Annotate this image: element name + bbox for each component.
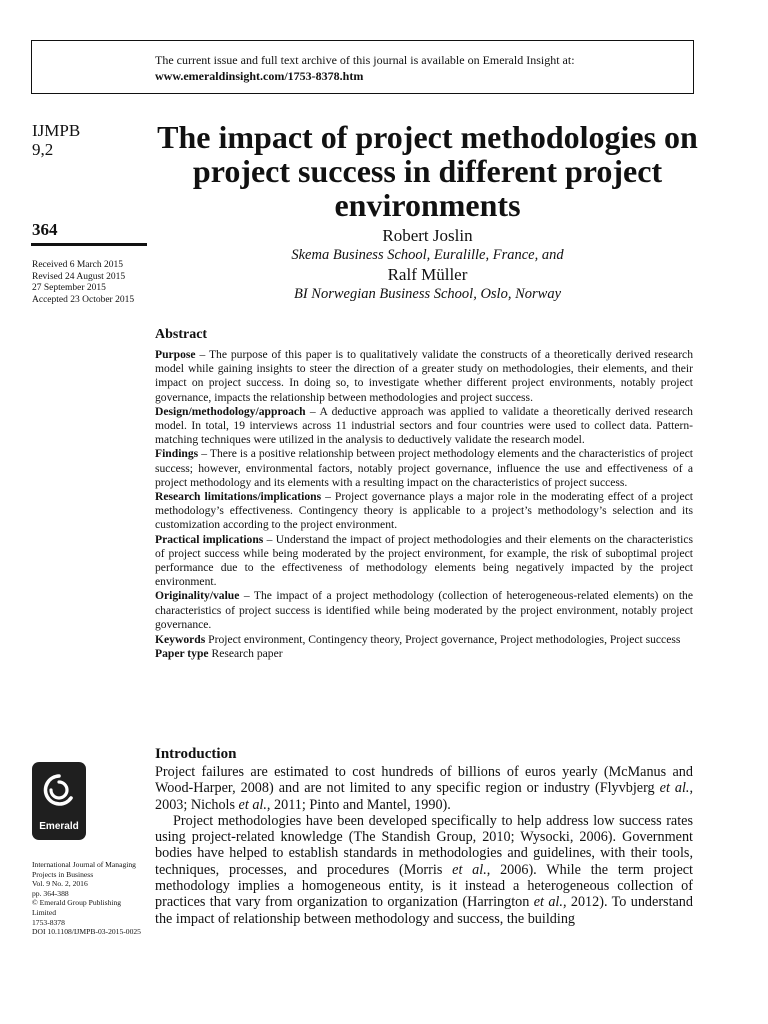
date-revised: Revised 24 August 2015 [32, 271, 126, 282]
emerald-logo [32, 762, 86, 840]
intro-text-italic: et al. [238, 796, 267, 813]
access-info-box [31, 40, 694, 94]
date-revised-2: 27 September 2015 [32, 283, 106, 294]
publication-info [32, 860, 147, 937]
abstract-label: Purpose [155, 348, 196, 361]
abstract-label: Findings [155, 447, 199, 461]
pubinfo-doi[interactable]: DOI 10.1108/IJMPB-03-2015-0025 [32, 927, 141, 937]
abstract-section: Findings – There is a positive relationship between project methodology elements and the characteristics of project success; however, environmental factors, notably project governance, influence the use and effectiveness of a project methodology and its elements with a resulting impact on the characteristics of project success. [155, 447, 693, 489]
pubinfo-volume: Vol. 9 No. 2, 2016 [32, 879, 88, 889]
date-received: Received 6 March 2015 [32, 260, 124, 270]
paper-type-label: Paper type [155, 647, 209, 661]
journal-url-link[interactable]: www.emeraldinsight.com/1753-8378.htm [155, 69, 364, 83]
emerald-e-logo-icon [39, 770, 79, 818]
abstract-text: The impact of a project methodology (collection of heterogeneous-related elements) on the characteristics of project success is identified while being moderated by the project environment, notably project governance. [155, 589, 694, 631]
abstract-section: Practical implications – Understand the impact of project methodologies and their elements on the characteristics of project success while being moderated by the project environment, for example, the risk of suboptimal project performance due to the effectiveness of methodology elements being negatively impacted by the project environment. [155, 532, 693, 589]
abstract-text: A deductive approach was applied to validate a theoretically derived research model. In total, 19 interviews across 11 industrial sectors and four countries were used to collect data. Pattern-matching techniques were utilized in the analysis to deductively validate the research model. [155, 404, 693, 447]
journal-code-block [32, 121, 80, 159]
abstract-section: Design/methodology/approach – A deductive approach was applied to validate a theoretically derived research model. In total, 19 interviews across 11 industrial sectors and four countries were used to collect data. Pattern-matching techniques were utilized in the analysis to deductively validate the research model. [155, 404, 693, 447]
journal-volume: 9,2 [32, 140, 54, 159]
abstract-section: Purpose – The purpose of this paper is to qualitatively validate the constructs of a theoretically derived research model while gaining insights to steer the direction of a greater study on methodologies, their elements, and their impact on project success. In doing so, to investigate whether different project environments, notably project governance, impacts the relationship between methodologies and project success. [155, 348, 693, 404]
intro-text: , 2011; Pinto and Mantel, 1990). [266, 796, 451, 813]
emerald-logo-word: Emerald [39, 821, 79, 832]
intro-paragraph [155, 764, 693, 813]
introduction-heading: Introduction [155, 746, 237, 762]
page-number: 364 [32, 220, 58, 239]
abstract-text: The purpose of this paper is to qualitatively validate the constructs of a theoretically derived research model while gaining insights to steer the direction of a greater study on methodologies, their elements, and their impact on project success. In doing so, to investigate whether different project environments, notably project governance, impacts the relationship between methodologies and project success. [155, 348, 693, 404]
pubinfo-issn: 1753-8378 [32, 917, 65, 927]
abstract-body [155, 348, 693, 661]
abstract-label: Originality/value [155, 589, 240, 603]
author-name: Ralf Müller [387, 265, 468, 284]
intro-text: Project failures are estimated to cost hundreds of billions of euros yearly (McManus and Wood-Harper, 2008) and are not limited to any specific region or industry (Flyvbjerg [155, 764, 693, 797]
pubinfo-journal-name-2: Projects in Business [32, 869, 94, 879]
author-name: Robert Joslin [382, 226, 473, 245]
abstract-label: Research limitations/implications [155, 490, 322, 504]
date-accepted: Accepted 23 October 2015 [32, 294, 135, 305]
abstract-label: Practical implications [155, 532, 264, 546]
author-affiliation: Skema Business School, Euralille, France, and [291, 247, 564, 263]
intro-text-italic: et al. [659, 780, 690, 797]
intro-text: , 2006). While the term project methodology implies a homogeneous entity, is it instead a heterogeneous collection of practices that vary from organization to organization (Harrington [155, 861, 694, 911]
submission-dates [32, 260, 134, 306]
keywords [155, 633, 693, 647]
intro-text: , 2012). To understand the impact of relationship between methodology and success, the building [155, 894, 693, 927]
paper-type [155, 647, 693, 661]
intro-text-italic: et al. [452, 861, 487, 878]
page-number-rule [31, 243, 147, 246]
intro-text-italic: et al. [533, 894, 563, 911]
pubinfo-pages: pp. 364-388 [32, 888, 69, 898]
intro-text: Project methodologies have been developed specifically to help address low success rates using project-related knowledge (The Standish Group, 2010; Wysocki, 2006). Government bodies have helped to establish standards in methodologies and guidelines, with their tools, techniques, processes, and procedures (Morris [155, 812, 693, 878]
abstract-text: There is a positive relationship between project methodology elements and the characteristics of project success; however, environmental factors, notably project governance, influence the use and effectiveness of a project methodology and its elements with a resulting impact on the characteristics of project success. [155, 447, 693, 489]
pubinfo-copyright: © Emerald Group Publishing Limited [32, 898, 122, 917]
abstract-text: Understand the impact of project methodologies and their elements on the characteristics of project success while being moderated by the project environment, for example, the risk of suboptimal project performance due to the effectiveness of methodology elements being negatively impacted by the project environment. [155, 532, 693, 589]
abstract-text: Project governance plays a major role in the moderating effect of a project methodology’s effectiveness. Contingency theory is applicable to a project’s methodology’s selection and its customization according to the project environment. [155, 490, 693, 532]
article-title: The impact of project methodologies on project success in different project environments [157, 119, 698, 223]
intro-paragraph [155, 813, 693, 927]
paper-type-text: Research paper [211, 647, 283, 661]
abstract-label: Design/methodology/approach [155, 404, 306, 418]
keywords-text: Project environment, Contingency theory, Project governance, Project methodologies, Project success [208, 633, 681, 647]
abstract-section: Originality/value – The impact of a project methodology (collection of heterogeneous-related elements) on the characteristics of project success is identified while being moderated by the project environment, notably project governance. [155, 589, 694, 631]
journal-code: IJMPB [32, 121, 81, 140]
access-info-text: The current issue and full text archive of this journal is available on Emerald Insight at: [155, 53, 575, 67]
abstract-section: Research limitations/implications – Project governance plays a major role in the moderating effect of a project methodology’s effectiveness. Contingency theory is applicable to a project’s methodology’s selection and its customization according to the project environment. [155, 490, 693, 532]
introduction-body [155, 764, 693, 927]
abstract-heading: Abstract [155, 327, 208, 342]
pubinfo-journal-name: International Journal of Managing [32, 860, 136, 869]
intro-text: , 2003; Nichols [155, 780, 694, 813]
keywords-label: Keywords [155, 633, 206, 647]
author-affiliation: BI Norwegian Business School, Oslo, Norway [293, 286, 562, 302]
